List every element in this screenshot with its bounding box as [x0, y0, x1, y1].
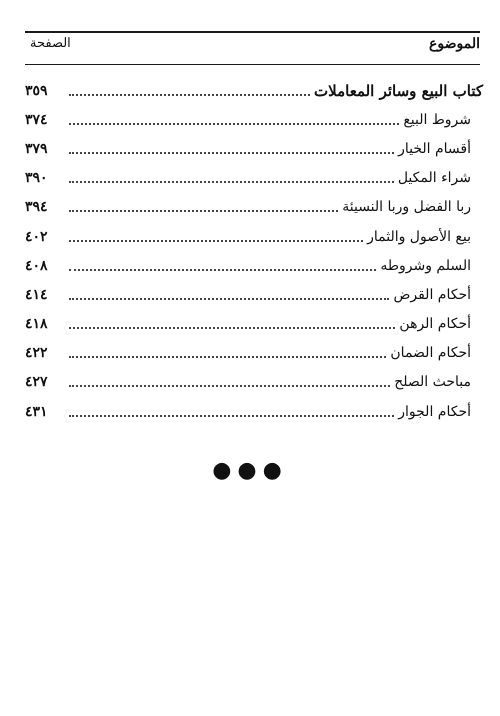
dot-leader: [69, 240, 363, 242]
toc-entry[interactable]: [25, 193, 483, 222]
toc-entry-page-number: ٤١٤: [25, 286, 48, 303]
toc-entry-title: أحكام الضمان: [390, 345, 471, 362]
toc-entry-title: شروط البيع: [403, 111, 471, 128]
toc-entry-page-number: ٣٥٩: [25, 82, 48, 99]
dot-leader: [69, 123, 399, 125]
toc-entry[interactable]: [25, 397, 483, 426]
toc-entry-page-number: ٤٠٨: [25, 257, 48, 274]
header-bottom-rule: [25, 64, 480, 65]
dot-leader: [69, 210, 338, 212]
toc-entry-title: ربا الفضل وربا النسيئة: [342, 199, 471, 216]
header-top-rule: [25, 31, 480, 33]
end-ornament: ●●●: [212, 458, 288, 483]
dot-leader: [69, 298, 389, 300]
toc-entry-page-number: ٣٧٩: [25, 140, 48, 157]
toc-entry-page-number: ٤٠٢: [25, 228, 48, 245]
toc-entry-title: أحكام الرهن: [399, 316, 471, 333]
dot-leader: [69, 385, 390, 387]
toc-entry-title: كتاب البيع وسائر المعاملات: [314, 81, 483, 100]
toc-entry[interactable]: [25, 368, 483, 397]
toc-entry[interactable]: [25, 339, 483, 368]
toc-entry[interactable]: [25, 164, 483, 193]
toc-entry-page-number: ٤٣١: [25, 403, 48, 420]
toc-entry-page-number: ٣٩٠: [25, 170, 48, 187]
toc-entry[interactable]: [25, 251, 483, 280]
toc-entry-title: أقسام الخيار: [398, 140, 471, 157]
page-column-heading: الصفحة: [30, 36, 71, 51]
toc-entry-page-number: ٣٧٤: [25, 111, 48, 128]
dot-leader: [69, 181, 394, 183]
toc-header: [25, 36, 480, 58]
toc-entry[interactable]: [25, 134, 483, 163]
toc-entry-page-number: ٤١٨: [25, 316, 48, 333]
toc-entry-title: السلم وشروطه: [380, 257, 471, 274]
toc-entry-page-number: ٤٢٧: [25, 374, 48, 391]
toc-entry-title: شراء المكيل: [397, 170, 471, 187]
dot-leader: [69, 327, 395, 329]
dot-leader: [69, 269, 376, 271]
toc-entry[interactable]: [25, 310, 483, 339]
toc-entry[interactable]: [25, 105, 483, 134]
topic-column-heading: الموضوع: [429, 36, 480, 52]
toc-entry[interactable]: [25, 280, 483, 309]
toc-entry-title: أحكام القرض: [393, 286, 471, 303]
dot-leader: [69, 356, 386, 358]
dot-leader: [69, 94, 310, 96]
toc-entry-title: بيع الأصول والثمار: [367, 228, 471, 245]
dot-leader: [69, 415, 394, 417]
toc-entry-title: أحكام الجوار: [398, 403, 471, 420]
toc-entry-page-number: ٣٩٤: [25, 199, 48, 216]
toc-entry-title: مباحث الصلح: [394, 374, 471, 391]
dot-leader: [69, 152, 394, 154]
toc-entry-page-number: ٤٢٢: [25, 345, 48, 362]
toc-entry[interactable]: [25, 76, 483, 105]
table-of-contents: [25, 76, 483, 426]
toc-entry[interactable]: [25, 222, 483, 251]
